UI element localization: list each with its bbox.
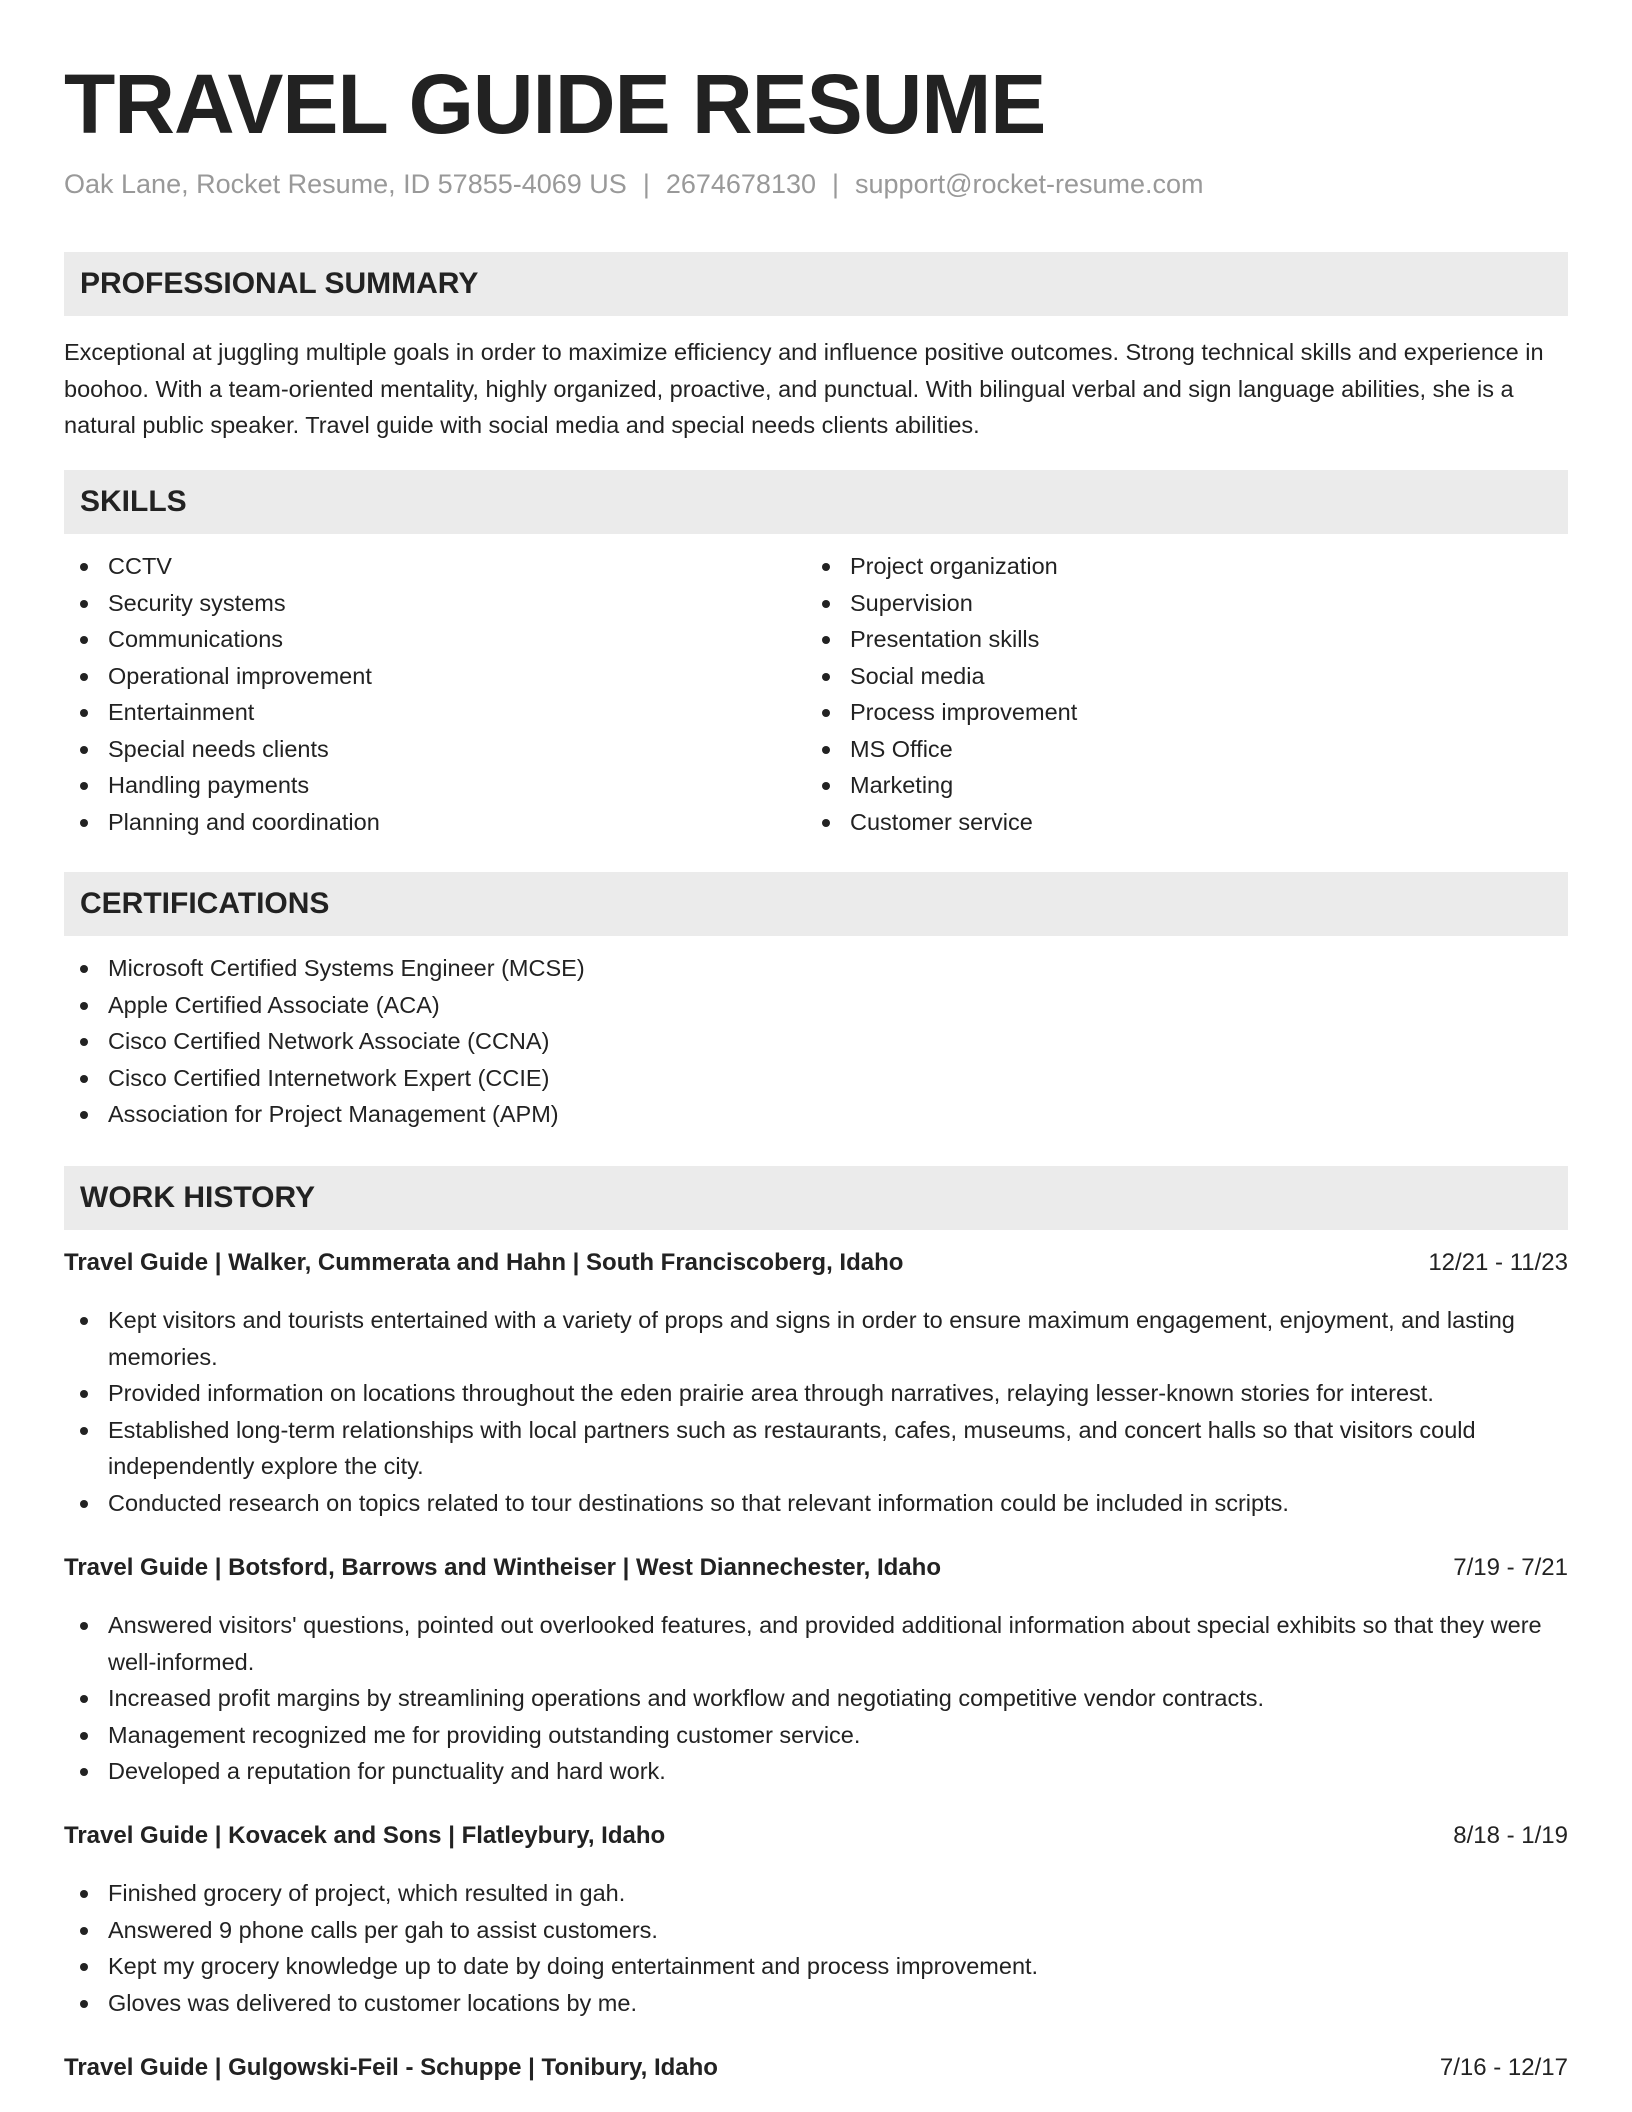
job-bullet: Established long-term relationships with local partners such as restaurants, cafes, museums, and concert halls so that visitors could independently explore the city. — [64, 1412, 1568, 1485]
summary-text: Exceptional at juggling multiple goals in order to maximize efficiency and influence positive outcomes. Strong technical skills and experience in boohoo. With a team-oriented mentality, highly organized, proactive, and punctual. With bilingual verbal and sign language abilities, she is a natural public speaker. Travel guide with social media and special needs clients abilities. — [64, 339, 1544, 438]
job-bullets — [64, 1875, 1568, 2021]
skill-item: Special needs clients — [64, 731, 800, 768]
contact-address: Oak Lane, Rocket Resume, ID 57855-4069 US — [64, 169, 627, 199]
job-bullet: Developed a reputation for punctuality and hard work. — [64, 1753, 1568, 1790]
certification-item: Microsoft Certified Systems Engineer (MCSE) — [64, 950, 1568, 987]
certification-item: Cisco Certified Network Associate (CCNA) — [64, 1023, 1568, 1060]
section-heading-work-history: WORK HISTORY — [64, 1166, 1568, 1230]
section-heading-certifications: CERTIFICATIONS — [64, 872, 1568, 936]
resume-title: TRAVEL GUIDE RESUME — [64, 57, 1046, 151]
skills-list-left — [64, 548, 800, 840]
job-header — [64, 1550, 1568, 1586]
section-heading-skills: SKILLS — [64, 470, 1568, 534]
contact-separator: | — [642, 169, 650, 199]
job-dates: 7/19 - 7/21 — [1453, 1554, 1568, 1581]
job-dates: 7/16 - 12/17 — [1439, 2054, 1568, 2081]
skill-item: Entertainment — [64, 694, 800, 731]
skill-item: Social media — [806, 658, 1568, 695]
skill-item: Supervision — [806, 585, 1568, 622]
job-bullet: Kept my grocery knowledge up to date by doing entertainment and process improvement. — [64, 1948, 1568, 1985]
job-dates: 12/21 - 11/23 — [1428, 1249, 1568, 1276]
certification-item: Apple Certified Associate (ACA) — [64, 987, 1568, 1024]
job-bullets — [64, 1302, 1568, 1521]
job-title: Travel Guide | Walker, Cummerata and Hahn | South Franciscoberg, Idaho — [64, 1249, 904, 1276]
job-title: Travel Guide | Kovacek and Sons | Flatleybury, Idaho — [64, 1822, 666, 1849]
skill-item: CCTV — [64, 548, 800, 585]
skill-item: Security systems — [64, 585, 800, 622]
job-bullet: Management recognized me for providing outstanding customer service. — [64, 1717, 1568, 1754]
skill-item: Handling payments — [64, 767, 800, 804]
job-header — [64, 1818, 1568, 1854]
job-bullet: Finished grocery of project, which resulted in gah. — [64, 1875, 1568, 1912]
job-dates: 8/18 - 1/19 — [1453, 1822, 1568, 1849]
job-bullet: Provided information on locations throughout the eden prairie area through narratives, relaying lesser-known stories for interest. — [64, 1375, 1568, 1412]
skill-item: Process improvement — [806, 694, 1568, 731]
skill-item: MS Office — [806, 731, 1568, 768]
job-bullet: Gloves was delivered to customer locations by me. — [64, 1985, 1568, 2022]
section-heading-summary: PROFESSIONAL SUMMARY — [64, 252, 1568, 316]
skill-item: Planning and coordination — [64, 804, 800, 841]
skill-item: Customer service — [806, 804, 1568, 841]
job-bullet: Kept visitors and tourists entertained with a variety of props and signs in order to ensure maximum engagement, enjoyment, and lasting memories. — [64, 1302, 1568, 1375]
job-header — [64, 1245, 1568, 1281]
skill-item: Communications — [64, 621, 800, 658]
contact-phone: 2674678130 — [665, 169, 816, 199]
job-title: Travel Guide | Gulgowski-Feil - Schuppe | Tonibury, Idaho — [64, 2054, 718, 2081]
certification-item: Association for Project Management (APM) — [64, 1096, 1568, 1133]
certifications-list — [64, 950, 1568, 1133]
certification-item: Cisco Certified Internetwork Expert (CCIE) — [64, 1060, 1568, 1097]
contact-separator: | — [832, 169, 840, 199]
skill-item: Presentation skills — [806, 621, 1568, 658]
job-header — [64, 2050, 1568, 2086]
job-bullet: Answered 9 phone calls per gah to assist customers. — [64, 1912, 1568, 1949]
contact-email: support@rocket-resume.com — [855, 169, 1204, 199]
contact-line — [64, 166, 1204, 202]
skill-item: Marketing — [806, 767, 1568, 804]
job-bullets — [64, 1607, 1568, 1790]
skills-list-right — [806, 548, 1568, 840]
skill-item: Operational improvement — [64, 658, 800, 695]
job-bullet: Conducted research on topics related to tour destinations so that relevant information could be included in scripts. — [64, 1485, 1568, 1522]
job-title: Travel Guide | Botsford, Barrows and Wintheiser | West Diannechester, Idaho — [64, 1554, 941, 1581]
job-bullet: Increased profit margins by streamlining operations and workflow and negotiating competitive vendor contracts. — [64, 1680, 1568, 1717]
skill-item: Project organization — [806, 548, 1568, 585]
job-bullet: Answered visitors' questions, pointed out overlooked features, and provided additional information about special exhibits so that they were well-informed. — [64, 1607, 1568, 1680]
